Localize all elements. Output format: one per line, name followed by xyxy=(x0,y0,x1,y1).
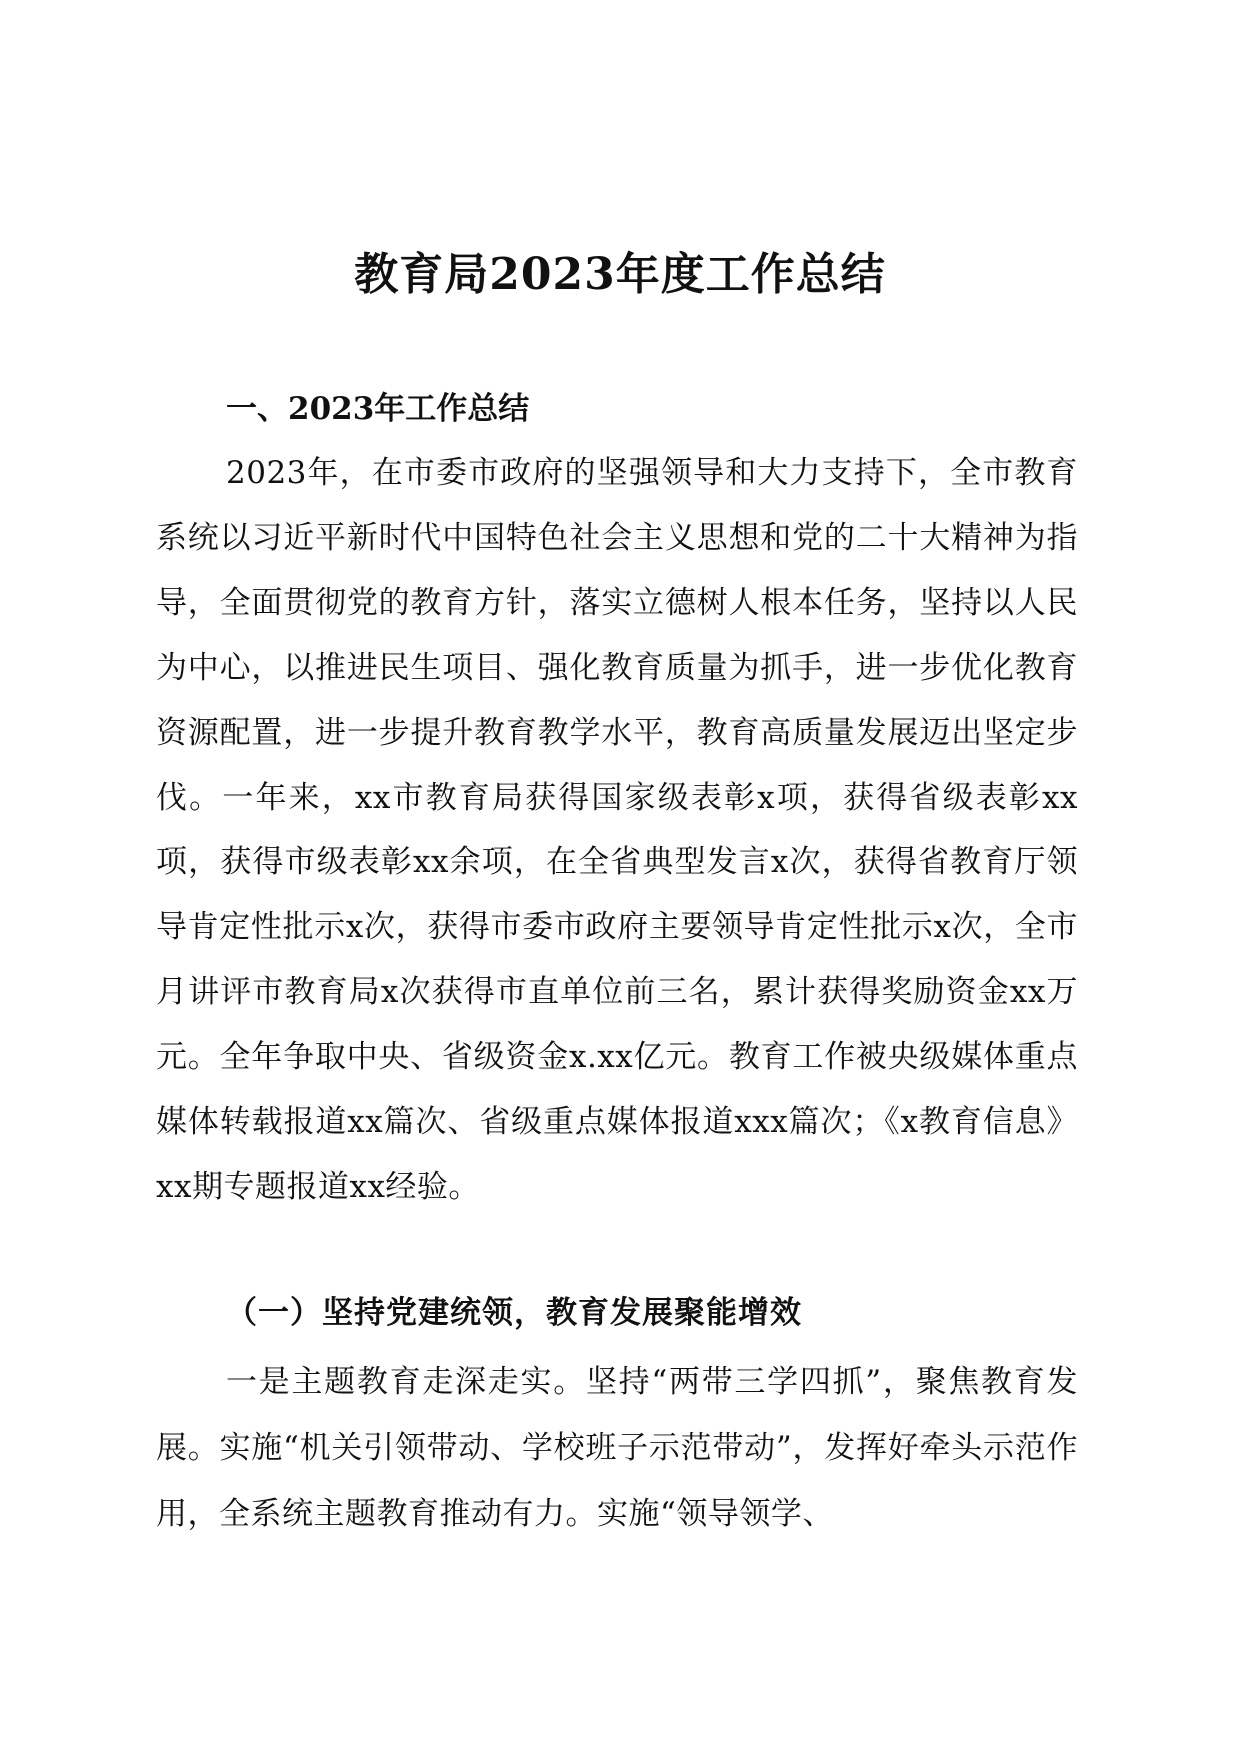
subsection-paragraph: 一是主题教育走深走实。坚持“两带三学四抓”，聚焦教育发展。实施“机关引领带动、学校班子示范带动”，发挥好牵头示范作用，全系统主题教育推动有力。实施“领导领学、 xyxy=(156,1364,1078,1532)
intro-paragraph: 2023年，在市委市政府的坚强领导和大力支持下，全市教育系统以习近平新时代中国特色社会主义思想和党的二十大精神为指导，全面贯彻党的教育方针，落实立德树人根本任务，坚持以人民为中心，以推进民生项目、强化教育质量为抓手，进一步优化教育资源配置，进一步提升教育教学水平，教育高质量发展迈出坚定步伐。一年来，xx市教育局获得国家级表彰x项，获得省级表彰xx项，获得市级表彰xx余项，在全省典型发言x次，获得省教育厅领导肯定性批示x次，获得市委市政府主要领导肯定性批示x次，全市月讲评市教育局x次获得市直单位前三名，累计获得奖励资金xx万元。全年争取中央、省级资金x.xx亿元。教育工作被央级媒体重点媒体转载报道xx篇次、省级重点媒体报道xxx篇次；《x教育信息》xx期专题报道xx经验。 xyxy=(156,455,1078,1205)
subsection-heading: （一）坚持党建统领，教育发展聚能增效 xyxy=(226,1295,802,1331)
document-title: 教育局2023年度工作总结 xyxy=(354,249,886,300)
section-heading: 一、2023年工作总结 xyxy=(226,391,530,427)
